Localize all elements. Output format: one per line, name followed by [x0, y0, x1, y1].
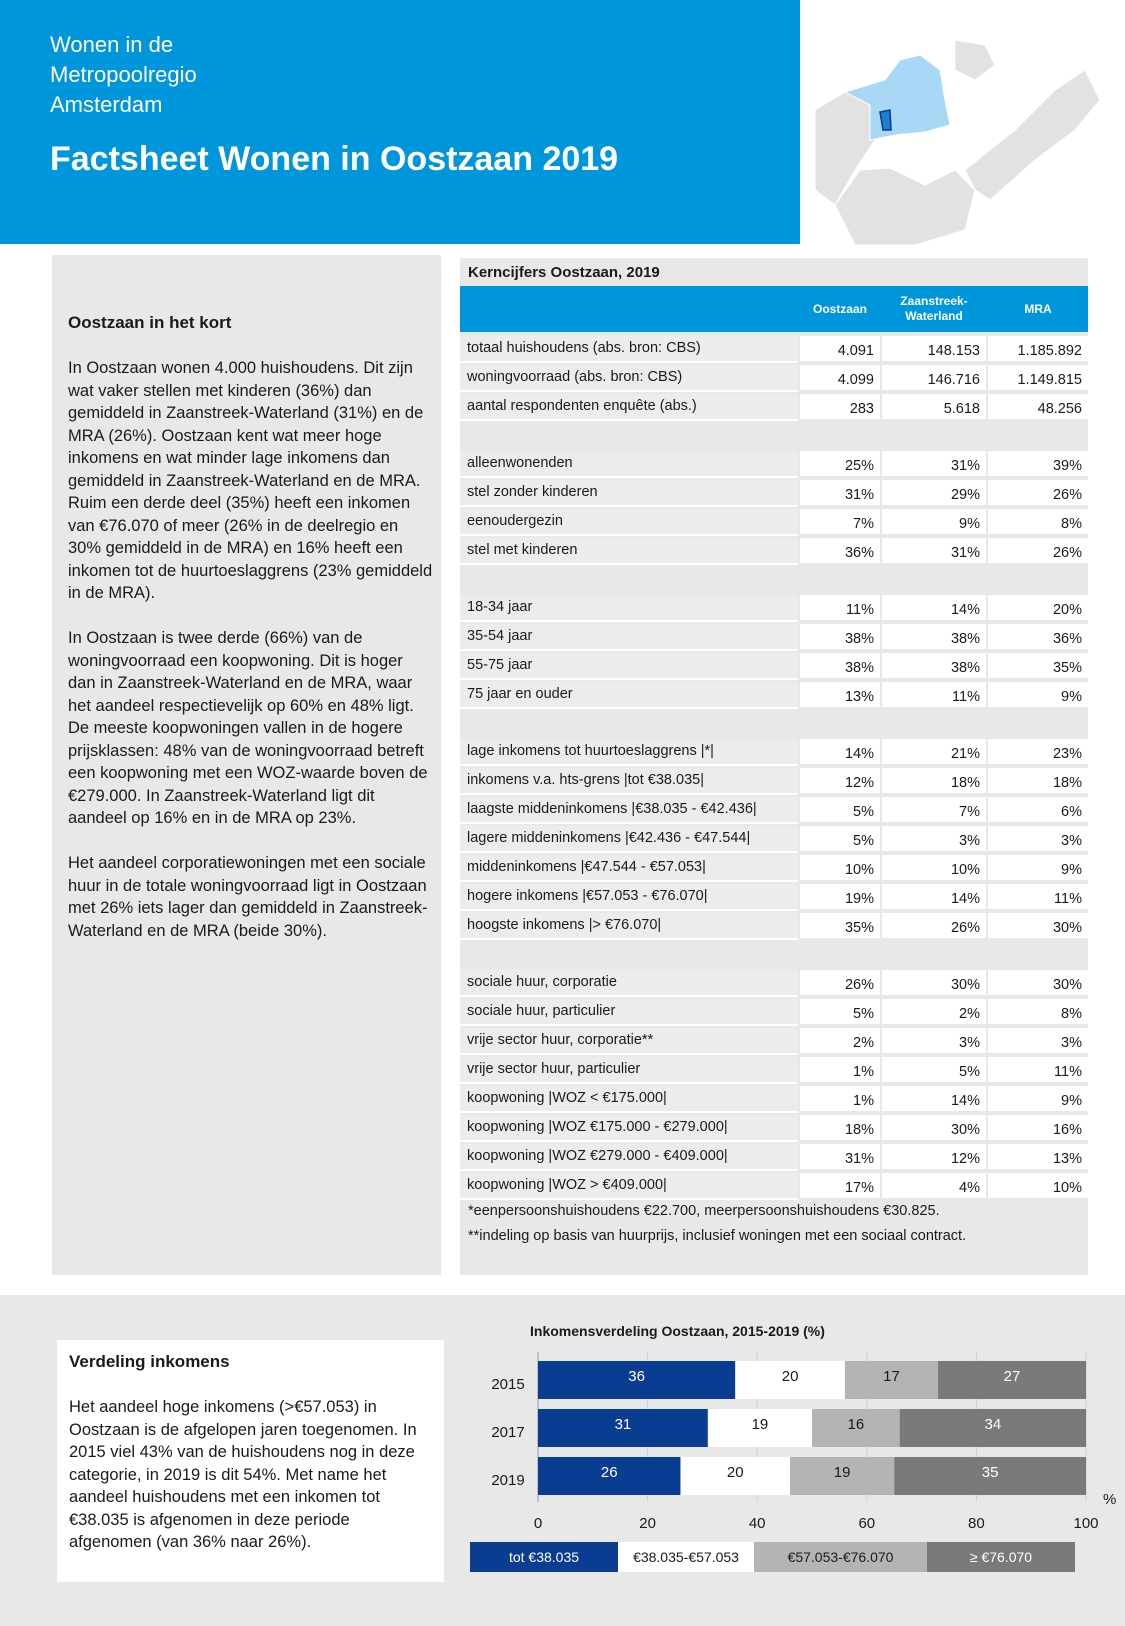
row-label: 18-34 jaar	[460, 595, 798, 622]
legend-label: €57.053-€76.070	[787, 1549, 894, 1565]
row-label: 75 jaar en ouder	[460, 682, 798, 709]
table-row	[460, 768, 1088, 795]
data-label: 16	[847, 1416, 865, 1433]
table-row	[460, 394, 1088, 421]
table-row	[460, 1028, 1088, 1055]
row-label: laagste middeninkomens |€38.035 - €42.436|	[460, 797, 798, 824]
table-row	[460, 538, 1088, 565]
table-row	[460, 855, 1088, 882]
row-label: vrije sector huur, corporatie**	[460, 1028, 798, 1055]
table-row	[460, 451, 1088, 478]
table-row	[460, 682, 1088, 709]
value-mra: 1.149.815	[988, 365, 1088, 392]
row-label: totaal huishoudens (abs. bron: CBS)	[460, 336, 798, 363]
value-mra: 26%	[988, 538, 1088, 565]
value-zaanstreek: 30%	[882, 970, 986, 997]
row-label: koopwoning |WOZ > €409.000|	[460, 1173, 798, 1200]
intro-heading: Oostzaan in het kort	[68, 313, 232, 332]
data-label: 27	[1003, 1368, 1021, 1385]
row-label: 55-75 jaar	[460, 653, 798, 680]
value-oostzaan: 38%	[800, 624, 880, 651]
table-row	[460, 624, 1088, 651]
value-zaanstreek: 21%	[882, 739, 986, 766]
row-label: inkomens v.a. hts-grens |tot €38.035|	[460, 768, 798, 795]
org-name	[50, 30, 197, 120]
table-row	[460, 913, 1088, 940]
value-zaanstreek: 10%	[882, 855, 986, 882]
value-oostzaan: 38%	[800, 653, 880, 680]
value-oostzaan: 25%	[800, 451, 880, 478]
value-mra: 1.185.892	[988, 336, 1088, 363]
value-mra: 48.256	[988, 394, 1088, 421]
value-zaanstreek: 31%	[882, 451, 986, 478]
income-chart	[460, 1310, 1125, 1610]
value-zaanstreek: 5%	[882, 1057, 986, 1084]
row-label: lagere middeninkomens |€42.436 - €47.544|	[460, 826, 798, 853]
org-line-3: Amsterdam	[50, 92, 163, 117]
x-tick-label: 80	[968, 1515, 985, 1532]
value-zaanstreek: 146.716	[882, 365, 986, 392]
row-label: vrije sector huur, particulier	[460, 1057, 798, 1084]
data-label: 19	[751, 1416, 769, 1433]
footnote-1: *eenpersoonshuishoudens €22.700, meerpersoonshuishoudens €30.825.	[468, 1203, 940, 1219]
page-title: Factsheet Wonen in Oostzaan 2019	[50, 140, 619, 178]
kerncijfers-header	[460, 286, 1088, 332]
value-mra: 11%	[988, 884, 1088, 911]
value-zaanstreek: 2%	[882, 999, 986, 1026]
value-oostzaan: 4.099	[800, 365, 880, 392]
kerncijfers-panel	[460, 258, 1088, 1275]
value-mra: 6%	[988, 797, 1088, 824]
value-zaanstreek: 5.618	[882, 394, 986, 421]
x-tick-label: 0	[533, 1515, 543, 1532]
footnote-2: **indeling op basis van huurprijs, inclusief woningen met een sociaal contract.	[468, 1228, 967, 1244]
table-row	[460, 739, 1088, 766]
value-zaanstreek: 18%	[882, 768, 986, 795]
table-row	[460, 336, 1088, 363]
value-oostzaan: 1%	[800, 1057, 880, 1084]
value-zaanstreek: 38%	[882, 624, 986, 651]
value-zaanstreek: 26%	[882, 913, 986, 940]
income-text: Het aandeel hoge inkomens (>€57.053) in Oostzaan is de afgelopen jaren toegenomen. In 2015 viel 43% van de huishoudens nog in deze categorie, in 2019 is dit 54%. Met name het aandeel huishoudens met een inkomen tot €38.035 is afgenomen in deze periode afgenomen (van 36% naar 26%).	[69, 1398, 417, 1551]
value-oostzaan: 283	[800, 394, 880, 421]
value-mra: 23%	[988, 739, 1088, 766]
row-label: hogere inkomens |€57.053 - €76.070|	[460, 884, 798, 911]
row-label: lage inkomens tot huurtoeslaggrens |*|	[460, 739, 798, 766]
value-mra: 3%	[988, 826, 1088, 853]
value-mra: 26%	[988, 480, 1088, 507]
value-oostzaan: 5%	[800, 999, 880, 1026]
value-zaanstreek: 3%	[882, 1028, 986, 1055]
value-zaanstreek: 7%	[882, 797, 986, 824]
chart-title: Inkomensverdeling Oostzaan, 2015-2019 (%)	[530, 1323, 825, 1339]
data-label: 35	[981, 1464, 999, 1481]
data-label: 31	[614, 1416, 632, 1433]
legend-label: €38.035-€57.053	[633, 1549, 739, 1565]
x-tick-label: 20	[639, 1515, 656, 1532]
row-label: koopwoning |WOZ €175.000 - €279.000|	[460, 1115, 798, 1142]
intro-paragraph-2: In Oostzaan is twee derde (66%) van de woningvoorraad een koopwoning. Dit is hoger dan in Zaanstreek-Waterland en de MRA, waar het aandeel respectievelijk op 60% en 48% ligt. De meeste koopwoningen vallen in de hogere prijsklassen: 48% van de woningvoorraad betreft een koopwoning met een WOZ-waarde boven de €279.000. In Zaanstreek-Waterland ligt dit aandeel op 16% en in de MRA op 23%.	[68, 629, 428, 827]
intro-paragraph-3: Het aandeel corporatiewoningen met een sociale huur in de totale woningvoorraad ligt in Oostzaan met 26% iets lager dan gemiddeld in Zaanstreek-Waterland en de MRA (beide 30%).	[68, 854, 428, 940]
row-label: sociale huur, corporatie	[460, 970, 798, 997]
data-label: 36	[628, 1368, 645, 1385]
value-oostzaan: 4.091	[800, 336, 880, 363]
value-zaanstreek: 29%	[882, 480, 986, 507]
value-mra: 30%	[988, 970, 1088, 997]
value-oostzaan: 13%	[800, 682, 880, 709]
map-background-regions	[815, 40, 1100, 245]
value-oostzaan: 17%	[800, 1173, 880, 1200]
table-row	[460, 884, 1088, 911]
value-zaanstreek: 148.153	[882, 336, 986, 363]
value-mra: 13%	[988, 1144, 1088, 1171]
data-label: 20	[781, 1368, 799, 1385]
table-row	[460, 653, 1088, 680]
value-oostzaan: 18%	[800, 1115, 880, 1142]
legend-label: tot €38.035	[508, 1549, 580, 1565]
table-row	[460, 1057, 1088, 1084]
value-zaanstreek: 14%	[882, 595, 986, 622]
intro-panel	[52, 255, 441, 1275]
value-oostzaan: 11%	[800, 595, 880, 622]
category-label: 2019	[491, 1472, 525, 1489]
value-zaanstreek: 38%	[882, 653, 986, 680]
value-oostzaan: 5%	[800, 826, 880, 853]
data-label: 34	[984, 1416, 1002, 1433]
value-mra: 10%	[988, 1173, 1088, 1200]
value-oostzaan: 31%	[800, 1144, 880, 1171]
row-label: 35-54 jaar	[460, 624, 798, 651]
table-row	[460, 509, 1088, 536]
table-row	[460, 1144, 1088, 1171]
value-oostzaan: 35%	[800, 913, 880, 940]
value-mra: 18%	[988, 768, 1088, 795]
value-zaanstreek: 11%	[882, 682, 986, 709]
value-mra: 9%	[988, 855, 1088, 882]
value-zaanstreek: 31%	[882, 538, 986, 565]
row-label: stel met kinderen	[460, 538, 798, 565]
value-mra: 8%	[988, 509, 1088, 536]
data-label: 19	[833, 1464, 851, 1481]
row-label: alleenwonenden	[460, 451, 798, 478]
data-label: 17	[883, 1368, 900, 1385]
intro-paragraph-1: In Oostzaan wonen 4.000 huishoudens. Dit zijn wat vaker stellen met kinderen (36%) dan gemiddeld in Zaanstreek-Waterland (31%) en de MRA (26%). Oostzaan kent wat meer hoge inkomens en wat minder lage inkomens dan gemiddeld in Zaanstreek-Waterland en de MRA. Ruim een derde deel (35%) heeft een inkomen van €76.070 of meer (26% in de deelregio en 30% gemiddeld in de MRA) en 16% heeft een inkomen tot de huurtoeslaggrens (23% gemiddeld in de MRA).	[68, 359, 433, 602]
row-label: eenoudergezin	[460, 509, 798, 536]
value-mra: 36%	[988, 624, 1088, 651]
table-row	[460, 970, 1088, 997]
col-header-oostzaan: Oostzaan	[812, 302, 867, 316]
row-label: middeninkomens |€47.544 - €57.053|	[460, 855, 798, 882]
org-line-2: Metropoolregio	[50, 62, 197, 87]
value-oostzaan: 5%	[800, 797, 880, 824]
table-row	[460, 595, 1088, 622]
legend-label: ≥ €76.070	[969, 1549, 1033, 1565]
col-header-mra: MRA	[1024, 302, 1052, 316]
value-mra: 8%	[988, 999, 1088, 1026]
value-mra: 20%	[988, 595, 1088, 622]
value-oostzaan: 1%	[800, 1086, 880, 1113]
col-header-zaanstreek-line1: Zaanstreek-	[900, 294, 968, 308]
table-row	[460, 365, 1088, 392]
x-tick-label: 100	[1073, 1515, 1099, 1532]
row-label: koopwoning |WOZ €279.000 - €409.000|	[460, 1144, 798, 1171]
income-heading: Verdeling inkomens	[69, 1352, 230, 1371]
page-header	[0, 0, 800, 244]
row-label: aantal respondenten enquête (abs.)	[460, 394, 798, 421]
value-zaanstreek: 4%	[882, 1173, 986, 1200]
value-zaanstreek: 30%	[882, 1115, 986, 1142]
x-tick-label: 60	[858, 1515, 876, 1532]
value-zaanstreek: 14%	[882, 1086, 986, 1113]
value-zaanstreek: 3%	[882, 826, 986, 853]
value-oostzaan: 31%	[800, 480, 880, 507]
value-oostzaan: 26%	[800, 970, 880, 997]
value-mra: 9%	[988, 682, 1088, 709]
value-oostzaan: 12%	[800, 768, 880, 795]
value-mra: 39%	[988, 451, 1088, 478]
table-row	[460, 1086, 1088, 1113]
value-oostzaan: 2%	[800, 1028, 880, 1055]
table-row	[460, 480, 1088, 507]
col-header-zaanstreek	[882, 294, 986, 324]
value-oostzaan: 14%	[800, 739, 880, 766]
data-label: 20	[726, 1464, 744, 1481]
table-row	[460, 826, 1088, 853]
value-oostzaan: 10%	[800, 855, 880, 882]
income-text-box	[57, 1340, 444, 1582]
table-row	[460, 999, 1088, 1026]
table-row	[460, 1173, 1088, 1200]
value-mra: 9%	[988, 1086, 1088, 1113]
intro-body	[68, 357, 433, 965]
row-label: woningvoorraad (abs. bron: CBS)	[460, 365, 798, 392]
category-label: 2017	[491, 1424, 525, 1441]
org-line-1: Wonen in de	[50, 32, 174, 57]
table-row	[460, 1115, 1088, 1142]
value-zaanstreek: 9%	[882, 509, 986, 536]
kerncijfers-title: Kerncijfers Oostzaan, 2019	[468, 264, 660, 281]
row-label: sociale huur, particulier	[460, 999, 798, 1026]
value-oostzaan: 19%	[800, 884, 880, 911]
value-zaanstreek: 14%	[882, 884, 986, 911]
row-label: hoogste inkomens |> €76.070|	[460, 913, 798, 940]
value-mra: 3%	[988, 1028, 1088, 1055]
row-label: stel zonder kinderen	[460, 480, 798, 507]
x-unit-label: %	[1103, 1491, 1117, 1508]
table-row	[460, 797, 1088, 824]
category-label: 2015	[491, 1376, 525, 1393]
col-header-zaanstreek-line2: Waterland	[905, 309, 963, 323]
row-label: koopwoning |WOZ < €175.000|	[460, 1086, 798, 1113]
region-map	[815, 40, 1105, 245]
value-oostzaan: 36%	[800, 538, 880, 565]
data-label: 26	[600, 1464, 618, 1481]
value-mra: 30%	[988, 913, 1088, 940]
value-mra: 11%	[988, 1057, 1088, 1084]
x-tick-label: 40	[748, 1515, 766, 1532]
value-mra: 16%	[988, 1115, 1088, 1142]
value-zaanstreek: 12%	[882, 1144, 986, 1171]
value-mra: 35%	[988, 653, 1088, 680]
value-oostzaan: 7%	[800, 509, 880, 536]
